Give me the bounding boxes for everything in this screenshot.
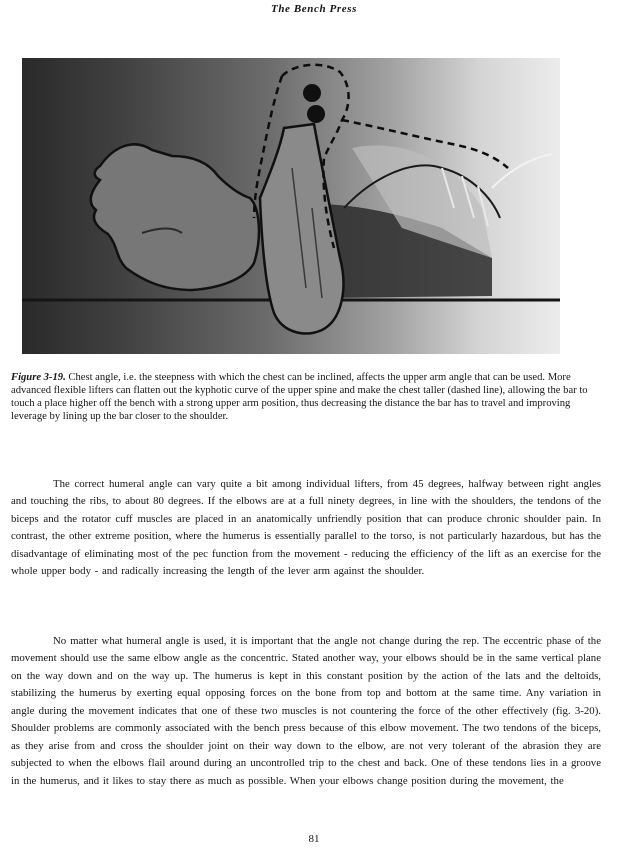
body-paragraph: The correct humeral angle can vary quite a bit among individual lifters, from 45 degrees, halfway between right angles and touching the ribs, to about 80 degrees. If the elbows are at a full ninety degrees, in line with the shoulders, the tendons of the biceps and the rotator cuff muscles are placed in an anatomically unfriendly position that can produce chronic shoulder pain. In contrast, the other extreme position, where the humerus is essentially parallel to the torso, is not particularly hazardous, but has the disadvantage of eliminating most of the pec function from the movement - reducing the efficiency of the lift as an exercise for the whole upper body - and radically increasing the length of the lever arm against the shoulder.	[11, 477, 601, 578]
figure-photo	[22, 58, 560, 354]
bench-press-illustration	[22, 58, 560, 354]
figure-caption	[11, 371, 596, 423]
figure-label: Figure 3-19.	[11, 372, 66, 383]
figure-caption-text: Chest angle, i.e. the steepness with which the chest can be inclined, affects the upper arm angle that can be used. More advanced flexible lifters can flatten out the kyphotic curve of the upper spine and make the chest taller (dashed line), allowing the bar to touch a place higher off the bench with a strong upper arm position, thus decreasing the distance the bar has to travel and improving leverage by lining up the bar closer to the shoulder.	[11, 372, 588, 422]
page-number: 81	[308, 833, 320, 845]
body-paragraph: No matter what humeral angle is used, it is important that the angle not change during the rep. The eccentric phase of the movement should use the same elbow angle as the concentric. Stated another way, your elbows should be in the same vertical plane on the way down and on the way up. The humerus is kept in this constant position by the action of the lats and the deltoids, stabilizing the humerus by exerting equal opposing forces on the bone from top and bottom at the same time. Any variation in angle during the movement indicates that one of these two muscles is not countering the force of the other effectively (fig. 3-20). Shoulder problems are commonly associated with the bench press because of this elbow movement. The two tendons of the biceps, as they arise from and cross the shoulder joint on their way down to the elbow, are not very tolerant of the abrasion they are subjected to when the elbows flail around during an uncontrolled trip to the chest and back. One of these tendons lies in a groove in the humerus, and it likes to stay there as much as possible. When your elbows change position during the movement, the	[11, 634, 601, 787]
running-head: The Bench Press	[271, 3, 357, 15]
